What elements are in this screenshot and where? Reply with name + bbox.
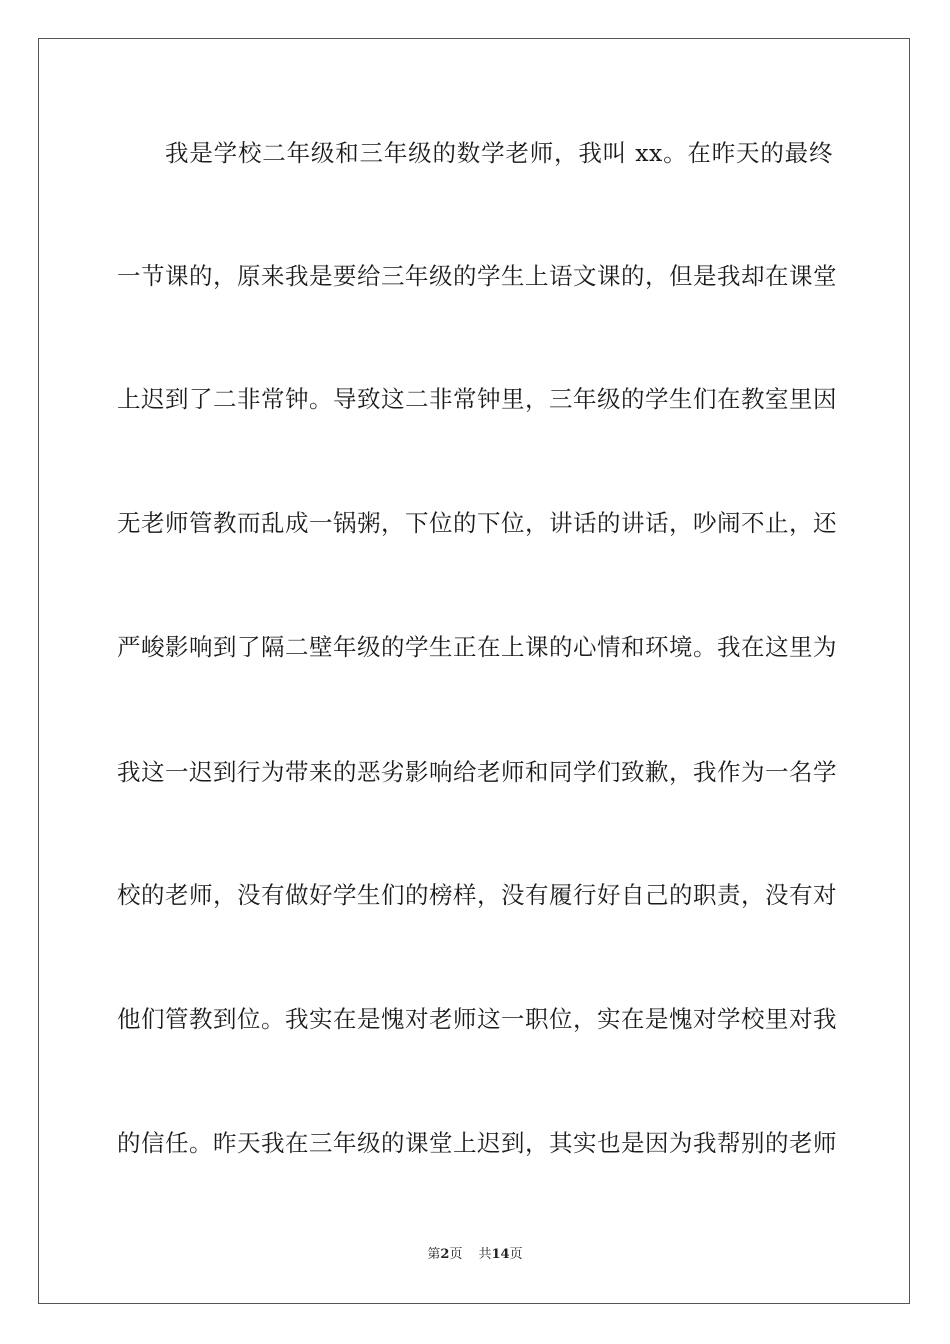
paragraph-line: 我这一迟到行为带来的恶劣影响给老师和同学们致歉，我作为一名学 (117, 758, 837, 786)
page-suffix: 页 (449, 1247, 463, 1262)
paragraph-line: 一节课的，原来我是要给三年级的学生上语文课的，但是我却在课堂 (117, 262, 837, 290)
current-page-number: 2 (440, 1247, 450, 1262)
total-suffix: 页 (509, 1247, 523, 1262)
paragraph-line: 我是学校二年级和三年级的数学老师，我叫 xx。在昨天的最终 (165, 139, 833, 167)
paragraph-line: 上迟到了二非常钟。导致这二非常钟里，三年级的学生们在教室里因 (117, 385, 837, 413)
total-page-count: 14 (491, 1247, 510, 1262)
paragraph-line: 校的老师，没有做好学生们的榜样，没有履行好自己的职责，没有对 (117, 881, 837, 909)
paragraph-line: 他们管教到位。我实在是愧对老师这一职位，实在是愧对学校里对我 (117, 1005, 837, 1033)
paragraph-line: 无老师管教而乱成一锅粥，下位的下位，讲话的讲话，吵闹不止，还 (117, 509, 837, 537)
page-number-footer (0, 1246, 950, 1264)
paragraph-line: 的信任。昨天我在三年级的课堂上迟到，其实也是因为我帮别的老师 (117, 1129, 837, 1157)
page-border (38, 38, 910, 1304)
total-prefix: 共 (478, 1247, 492, 1262)
paragraph-line: 严峻影响到了隔二壁年级的学生正在上课的心情和环境。我在这里为 (117, 633, 837, 661)
page-prefix: 第 (427, 1247, 441, 1262)
